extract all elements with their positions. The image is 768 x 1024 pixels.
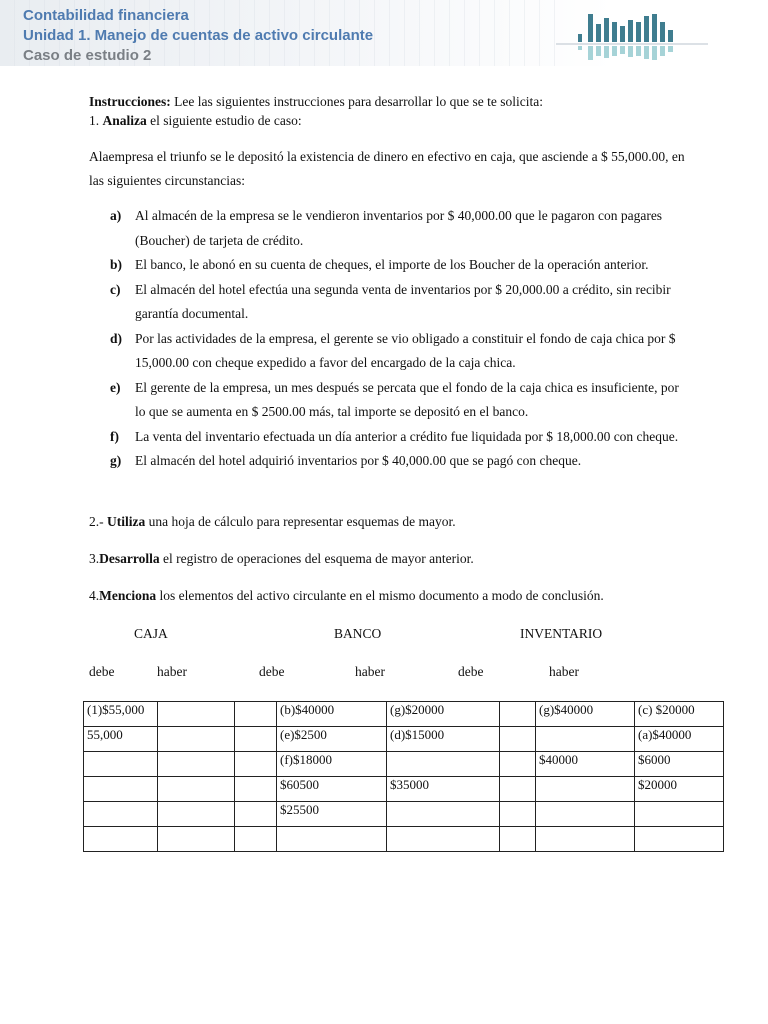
item-text: Por las actividades de la empresa, el gerente se vio obligado a constituir el fondo de caja chica por $ 15,000.00 con cheque expedido a favor del encargado de la caja chica. bbox=[135, 330, 676, 370]
step-2-verb: Utiliza bbox=[107, 514, 146, 529]
step-3-text: el registro de operaciones del esquema de mayor anterior. bbox=[159, 551, 474, 566]
table-cell bbox=[536, 777, 635, 802]
table-cell: (a)$40000 bbox=[635, 727, 724, 752]
table-row bbox=[84, 752, 724, 777]
step-3-prefix: 3. bbox=[89, 551, 100, 566]
item-text: El banco, le abonó en su cuenta de cheques, el importe de los Boucher de la operación anterior. bbox=[135, 257, 649, 272]
item-letter: b) bbox=[110, 257, 123, 272]
table-row bbox=[84, 827, 724, 852]
instructions-text: Lee las siguientes instrucciones para desarrollar lo que se te solicita: bbox=[174, 94, 543, 109]
table-cell bbox=[158, 777, 235, 802]
table-cell bbox=[158, 727, 235, 752]
list-item bbox=[110, 376, 690, 425]
table-cell bbox=[500, 752, 536, 777]
table-cell bbox=[84, 777, 158, 802]
table-cell: $35000 bbox=[387, 777, 500, 802]
table-cell bbox=[387, 752, 500, 777]
caja-debe-label: debe bbox=[89, 664, 115, 679]
ledger-table bbox=[83, 701, 724, 852]
item-letter: c) bbox=[110, 281, 121, 297]
table-cell bbox=[235, 702, 277, 727]
item-letter: f) bbox=[110, 428, 119, 444]
account-banco-title: BANCO bbox=[334, 626, 382, 641]
step-4-verb: Menciona bbox=[99, 588, 157, 603]
item-text: Al almacén de la empresa se le vendieron inventarios por $ 40,000.00 que le pagaron con pagares (Boucher) de tarjeta de crédito. bbox=[135, 208, 663, 248]
table-cell: (f)$18000 bbox=[277, 752, 387, 777]
table-row bbox=[84, 777, 724, 802]
table-row bbox=[84, 702, 724, 727]
item-text: La venta del inventario efectuada un día anterior a crédito fue liquidada por $ 18,000.00 con cheque. bbox=[135, 428, 679, 444]
table-cell: $20000 bbox=[635, 777, 724, 802]
table-cell: (e)$2500 bbox=[277, 727, 387, 752]
step-1-verb: Analiza bbox=[102, 113, 147, 128]
case-title: Caso de estudio 2 bbox=[23, 47, 152, 64]
table-cell bbox=[235, 727, 277, 752]
instructions-label: Instrucciones: bbox=[89, 94, 171, 109]
table-cell bbox=[635, 827, 724, 852]
banco-haber-label: haber bbox=[355, 664, 385, 679]
instructions-block bbox=[89, 92, 689, 130]
table-cell: (d)$15000 bbox=[387, 727, 500, 752]
table-cell bbox=[387, 827, 500, 852]
table-cell bbox=[158, 702, 235, 727]
document-header bbox=[0, 0, 768, 66]
step-4-text: los elementos del activo circulante en el mismo documento a modo de conclusión. bbox=[156, 588, 604, 603]
instructions-line bbox=[89, 92, 689, 111]
case-items-list bbox=[110, 204, 690, 474]
table-cell bbox=[500, 777, 536, 802]
step-2 bbox=[89, 514, 456, 530]
list-item bbox=[110, 253, 690, 278]
table-cell bbox=[158, 827, 235, 852]
table-cell bbox=[277, 827, 387, 852]
inventario-debe-label: debe bbox=[458, 664, 484, 679]
table-cell bbox=[635, 802, 724, 827]
list-item bbox=[110, 425, 690, 450]
table-cell bbox=[235, 802, 277, 827]
table-cell: $40000 bbox=[536, 752, 635, 777]
table-row bbox=[84, 802, 724, 827]
list-item bbox=[110, 204, 690, 253]
step-1 bbox=[89, 111, 689, 130]
table-cell: (1)$55,000 bbox=[84, 702, 158, 727]
bar-cluster-logo-icon bbox=[556, 10, 708, 62]
item-text: El almacén del hotel adquirió inventarios por $ 40,000.00 que se pagó con cheque. bbox=[135, 453, 582, 468]
table-cell: (g)$20000 bbox=[387, 702, 500, 727]
item-letter: d) bbox=[110, 330, 123, 346]
table-cell bbox=[158, 752, 235, 777]
table-cell bbox=[536, 802, 635, 827]
table-cell bbox=[500, 702, 536, 727]
table-cell bbox=[235, 777, 277, 802]
table-cell bbox=[536, 727, 635, 752]
step-1-number: 1. bbox=[89, 113, 100, 128]
table-cell: (g)$40000 bbox=[536, 702, 635, 727]
step-4 bbox=[89, 588, 604, 604]
step-3 bbox=[89, 551, 474, 567]
step-3-verb: Desarrolla bbox=[99, 551, 160, 566]
item-letter: g) bbox=[110, 453, 122, 468]
unit-title: Unidad 1. Manejo de cuentas de activo circulante bbox=[23, 27, 374, 44]
table-cell: $60500 bbox=[277, 777, 387, 802]
table-cell bbox=[500, 802, 536, 827]
table-cell: 55,000 bbox=[84, 727, 158, 752]
caja-haber-label: haber bbox=[157, 664, 187, 679]
case-intro: Alaempresa el triunfo se le depositó la existencia de dinero en efectivo en caja, que asciende a $ 55,000.00, en las siguientes circunstancias: bbox=[89, 149, 685, 188]
list-item bbox=[110, 327, 690, 376]
item-text: El almacén del hotel efectúa una segunda venta de inventarios por $ 20,000.00 a crédito, sin recibir garantía documental. bbox=[135, 281, 671, 321]
table-cell bbox=[387, 802, 500, 827]
item-letter: a) bbox=[110, 208, 122, 223]
banco-debe-label: debe bbox=[259, 664, 285, 679]
table-cell: (c) $20000 bbox=[635, 702, 724, 727]
inventario-haber-label: haber bbox=[549, 664, 579, 679]
table-cell bbox=[500, 827, 536, 852]
table-cell bbox=[84, 827, 158, 852]
account-caja-title: CAJA bbox=[134, 626, 168, 641]
table-cell: $6000 bbox=[635, 752, 724, 777]
step-2-prefix: 2.- bbox=[89, 514, 107, 529]
item-text: El gerente de la empresa, un mes después se percata que el fondo de la caja chica es insuficiente, por lo que se aumenta en $ 2500.00 más, tal importe se depositó en el banco. bbox=[135, 379, 679, 419]
account-inventario-title: INVENTARIO bbox=[520, 626, 603, 641]
step-2-text: una hoja de cálculo para representar esquemas de mayor. bbox=[145, 514, 456, 529]
table-cell: $25500 bbox=[277, 802, 387, 827]
table-cell bbox=[84, 752, 158, 777]
table-cell bbox=[84, 802, 158, 827]
table-cell: (b)$40000 bbox=[277, 702, 387, 727]
table-cell bbox=[235, 752, 277, 777]
list-item bbox=[110, 278, 690, 327]
table-cell bbox=[235, 827, 277, 852]
table-cell bbox=[158, 802, 235, 827]
step-4-prefix: 4. bbox=[89, 588, 100, 603]
table-row bbox=[84, 727, 724, 752]
list-item bbox=[110, 449, 690, 474]
table-cell bbox=[536, 827, 635, 852]
item-letter: e) bbox=[110, 379, 121, 395]
step-1-text: el siguiente estudio de caso: bbox=[150, 113, 302, 128]
table-cell bbox=[500, 727, 536, 752]
course-title: Contabilidad financiera bbox=[23, 7, 189, 24]
